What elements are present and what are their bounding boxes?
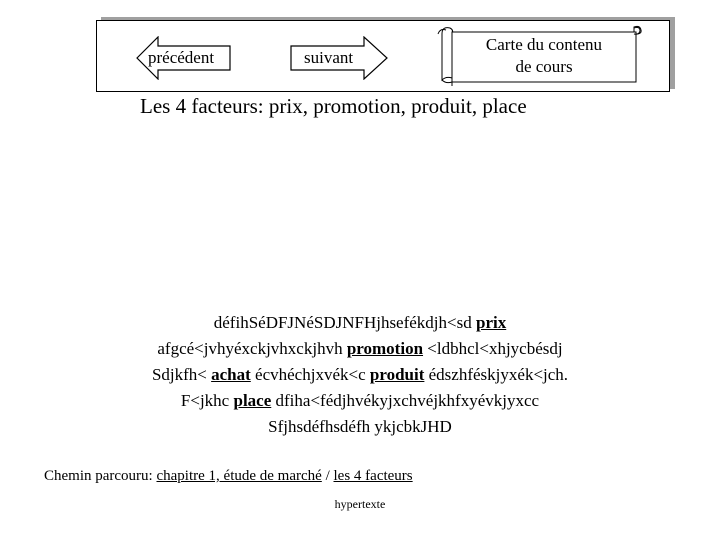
keyword-produit-link[interactable]: produit [369,365,425,384]
content-line-3 [0,362,720,388]
line3-mid: écvhéchjxvék<c [250,365,370,384]
line2-tail: <ldbhcl<xhjycbésdj [423,339,563,358]
line1-text: défihSéDFJNéSDJNFHjhsefékdjh<sd [213,313,476,332]
keyword-place-link[interactable]: place [233,391,272,410]
breadcrumb [44,468,413,485]
page-title: Les 4 facteurs: prix, promotion, produit, place [140,94,527,118]
line4-text: F<jkhc [180,391,234,410]
next-button[interactable] [290,36,388,80]
course-map-label-line2: de cours [515,57,573,76]
keyword-promotion-link[interactable]: promotion [346,339,424,358]
breadcrumb-label: Chemin parcouru: [44,468,157,484]
keyword-achat-link[interactable]: achat [211,365,251,384]
line2-text: afgcé<jvhyéxckjvhxckjhvh [157,339,347,358]
breadcrumb-link-current[interactable]: les 4 facteurs [333,468,413,484]
content-line-1 [0,310,720,336]
course-map-button[interactable] [436,24,646,86]
line3-text: Sdjkfh< [151,365,212,384]
course-map-label [460,34,628,78]
line3-tail: édszhféskjyxék<jch. [424,365,569,384]
next-button-label: suivant [304,48,354,67]
footer-text: hypertexte [334,497,386,511]
content-line-4 [0,388,720,414]
breadcrumb-separator: / [321,468,334,484]
previous-button[interactable] [136,36,232,80]
keyword-prix-link[interactable]: prix [476,313,507,332]
content-line-5: Sfjhsdéfhsdéfh ykjcbkJHD [268,417,452,436]
line4-tail: dfiha<fédjhvékyjxchvéjkhfxyévkjyxcc [271,391,540,410]
content-line-2 [0,336,720,362]
content-body [0,310,720,440]
previous-button-label: précédent [148,48,215,67]
breadcrumb-link-chapter[interactable]: chapitre 1, étude de marché [156,468,322,484]
course-map-label-line1: Carte du contenu [485,35,603,54]
